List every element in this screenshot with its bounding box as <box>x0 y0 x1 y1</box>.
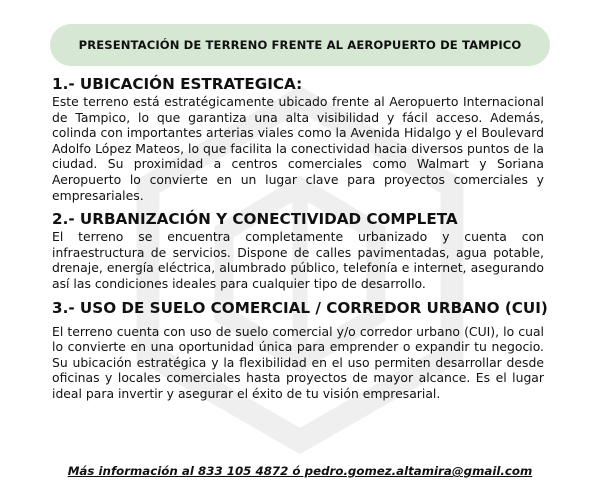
section-title-urbanizacion: 2.- URBANIZACIÓN Y CONECTIVIDAD COMPLETA <box>52 210 458 229</box>
main-content <box>52 72 548 408</box>
section-title-ubicacion: 1.- UBICACIÓN ESTRATEGICA: <box>52 75 303 93</box>
section-body-uso-de-suelo: El terreno cuenta con uso de suelo comercial y/o corredor urbano (CUI), lo cual lo convierte en una oportunidad única para emprender o expandir tu negocio. Su ubicación estratégica y la flexibilidad en el uso permiten desarrollar desde oficinas y locales comerciales hasta proyectos de mayor alcance. Es el lugar ideal para invertir y asegurar el éxito de tu visión empresarial. <box>52 323 544 401</box>
title-banner <box>50 24 550 66</box>
section-body-ubicacion: Este terreno está estratégicamente ubicado frente al Aeropuerto Internacional de Tampico, lo que garantiza una alta visibilidad y fácil acceso. Además, colinda con importantes arterias viales como la Avenida Hidalgo y el Boulevard Adolfo López Mateos, lo que facilita la conectividad hacia diversos puntos de la ciudad. Su proximidad a centros comerciales como Walmart y Soriana Aeropuerto lo convierte en un lugar clave para proyectos comerciales y empresariales. <box>52 94 544 203</box>
footer <box>0 460 600 479</box>
contact-info-link[interactable]: Más información al 833 105 4872 ó pedro.gomez.altamira@gmail.com <box>67 464 533 478</box>
section-body-urbanizacion: El terreno se encuentra completamente urbanizado y cuenta con infraestructura de servicios. Dispone de calles pavimentadas, agua potable, drenaje, energía eléctrica, alumbrado público, telefonía e internet, asegurando así las condiciones ideales para cualquier tipo de desarrollo. <box>52 229 544 291</box>
page-title: PRESENTACIÓN DE TERRENO FRENTE AL AEROPUERTO DE TAMPICO <box>78 38 522 52</box>
section-title-uso-de-suelo: 3.- USO DE SUELO COMERCIAL / CORREDOR URBANO (CUI) <box>52 298 548 317</box>
